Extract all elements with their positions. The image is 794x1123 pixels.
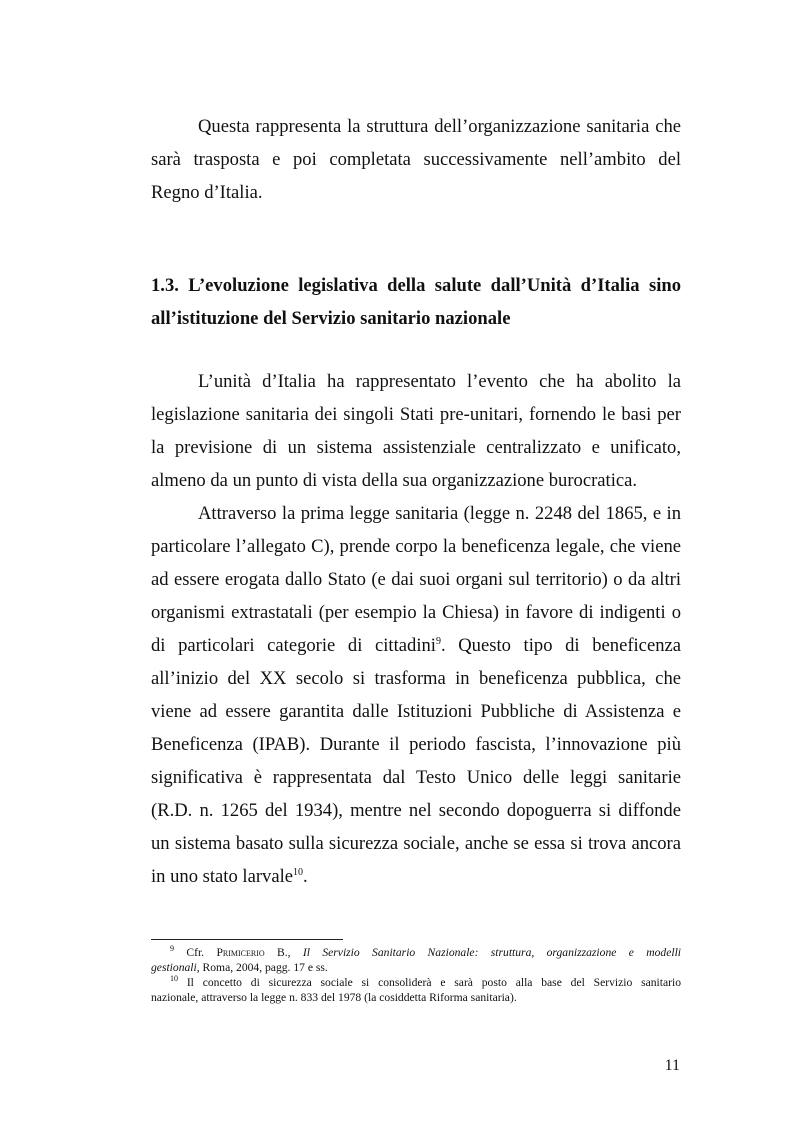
footnote-line: nazionale, attraverso la legge n. 833 del 1978 (la cosiddetta Riforma sanitaria). — [151, 990, 517, 1004]
text-line: significativa è rappresentata dal Testo Unico delle leggi sanitarie — [151, 767, 681, 788]
text-line: viene ad essere garantita dalle Istituzioni Pubbliche di Assistenza e — [151, 701, 681, 722]
text-line: (R.D. n. 1265 del 1934), mentre nel secondo dopoguerra si diffonde — [151, 800, 681, 821]
page-number: 11 — [664, 1057, 680, 1074]
paragraph-3 — [151, 497, 681, 893]
heading-line: all’istituzione del Servizio sanitario nazionale — [151, 308, 511, 329]
footnote-number: 9 — [170, 944, 174, 954]
footnote-number: 10 — [170, 974, 178, 984]
text-line: Attraverso la prima legge sanitaria (legge n. 2248 del 1865, e in — [198, 503, 681, 524]
text-line: all’inizio del XX secolo si trasforma in beneficenza pubblica, che — [151, 668, 681, 689]
text-line: la previsione di un sistema assistenziale centralizzato e unificato, — [151, 437, 681, 458]
text-line: particolare l’allegato C), prende corpo la beneficenza legale, che viene — [151, 536, 681, 557]
text-fragment: di particolari categorie di cittadini — [151, 635, 436, 656]
footnote-10 — [151, 976, 681, 1005]
footnote-line — [151, 961, 681, 976]
heading-line: 1.3. L’evoluzione legislativa della salute dall’Unità d’Italia sino — [151, 275, 681, 296]
paragraph-1 — [151, 110, 681, 209]
text-line: almeno da un punto di vista della sua organizzazione burocratica. — [151, 470, 638, 491]
text-line: ad essere erogata dallo Stato (e dai suoi organi sul territorio) o da altri — [151, 569, 681, 590]
footnote-title: Il Servizio Sanitario Nazionale: struttura, organizzazione e modelli — [302, 946, 682, 959]
text-fragment: in uno stato larvale — [151, 866, 293, 887]
text-line — [151, 629, 681, 662]
footnote-9 — [151, 946, 681, 975]
footnote-author-initial: B., — [277, 946, 291, 959]
footnote-ref-9[interactable]: 9 — [435, 635, 441, 647]
footnote-prefix: Cfr. — [186, 946, 205, 959]
text-line: Questa rappresenta la struttura dell’organizzazione sanitaria che — [198, 116, 681, 137]
footnote-title: gestionali — [151, 960, 197, 974]
text-line: Beneficenza (IPAB). Durante il periodo fascista, l’innovazione più — [151, 734, 681, 755]
text-line: un sistema basato sulla sicurezza sociale, anche se essa si trova ancora — [151, 833, 681, 854]
text-line: sarà trasposta e poi completata successivamente nell’ambito del — [151, 149, 681, 170]
text-fragment: . Questo tipo di beneficenza — [440, 635, 681, 656]
text-line: Regno d’Italia. — [151, 182, 263, 203]
footnote-rest: , Roma, 2004, pagg. 17 e ss. — [196, 960, 328, 974]
footnote-text: Il concetto di sicurezza sociale si consoliderà e sarà posto alla base del Servizio sanitario — [186, 976, 681, 989]
footnote-separator — [151, 939, 343, 940]
paragraph-2 — [151, 365, 681, 497]
footnote-line — [151, 946, 681, 961]
footnote-ref-10[interactable]: 10 — [293, 866, 303, 878]
text-line: legislazione sanitaria dei singoli Stati pre-unitari, fornendo le basi per — [151, 404, 681, 425]
footnote-line — [151, 976, 681, 991]
section-heading — [151, 269, 681, 335]
text-line: L’unità d’Italia ha rappresentato l’evento che ha abolito la — [198, 371, 681, 392]
text-line — [151, 860, 681, 893]
text-fragment: . — [303, 866, 308, 887]
text-line: organismi extrastatali (per esempio la Chiesa) in favore di indigenti o — [151, 602, 681, 623]
footnote-author: Primicerio — [216, 946, 265, 959]
